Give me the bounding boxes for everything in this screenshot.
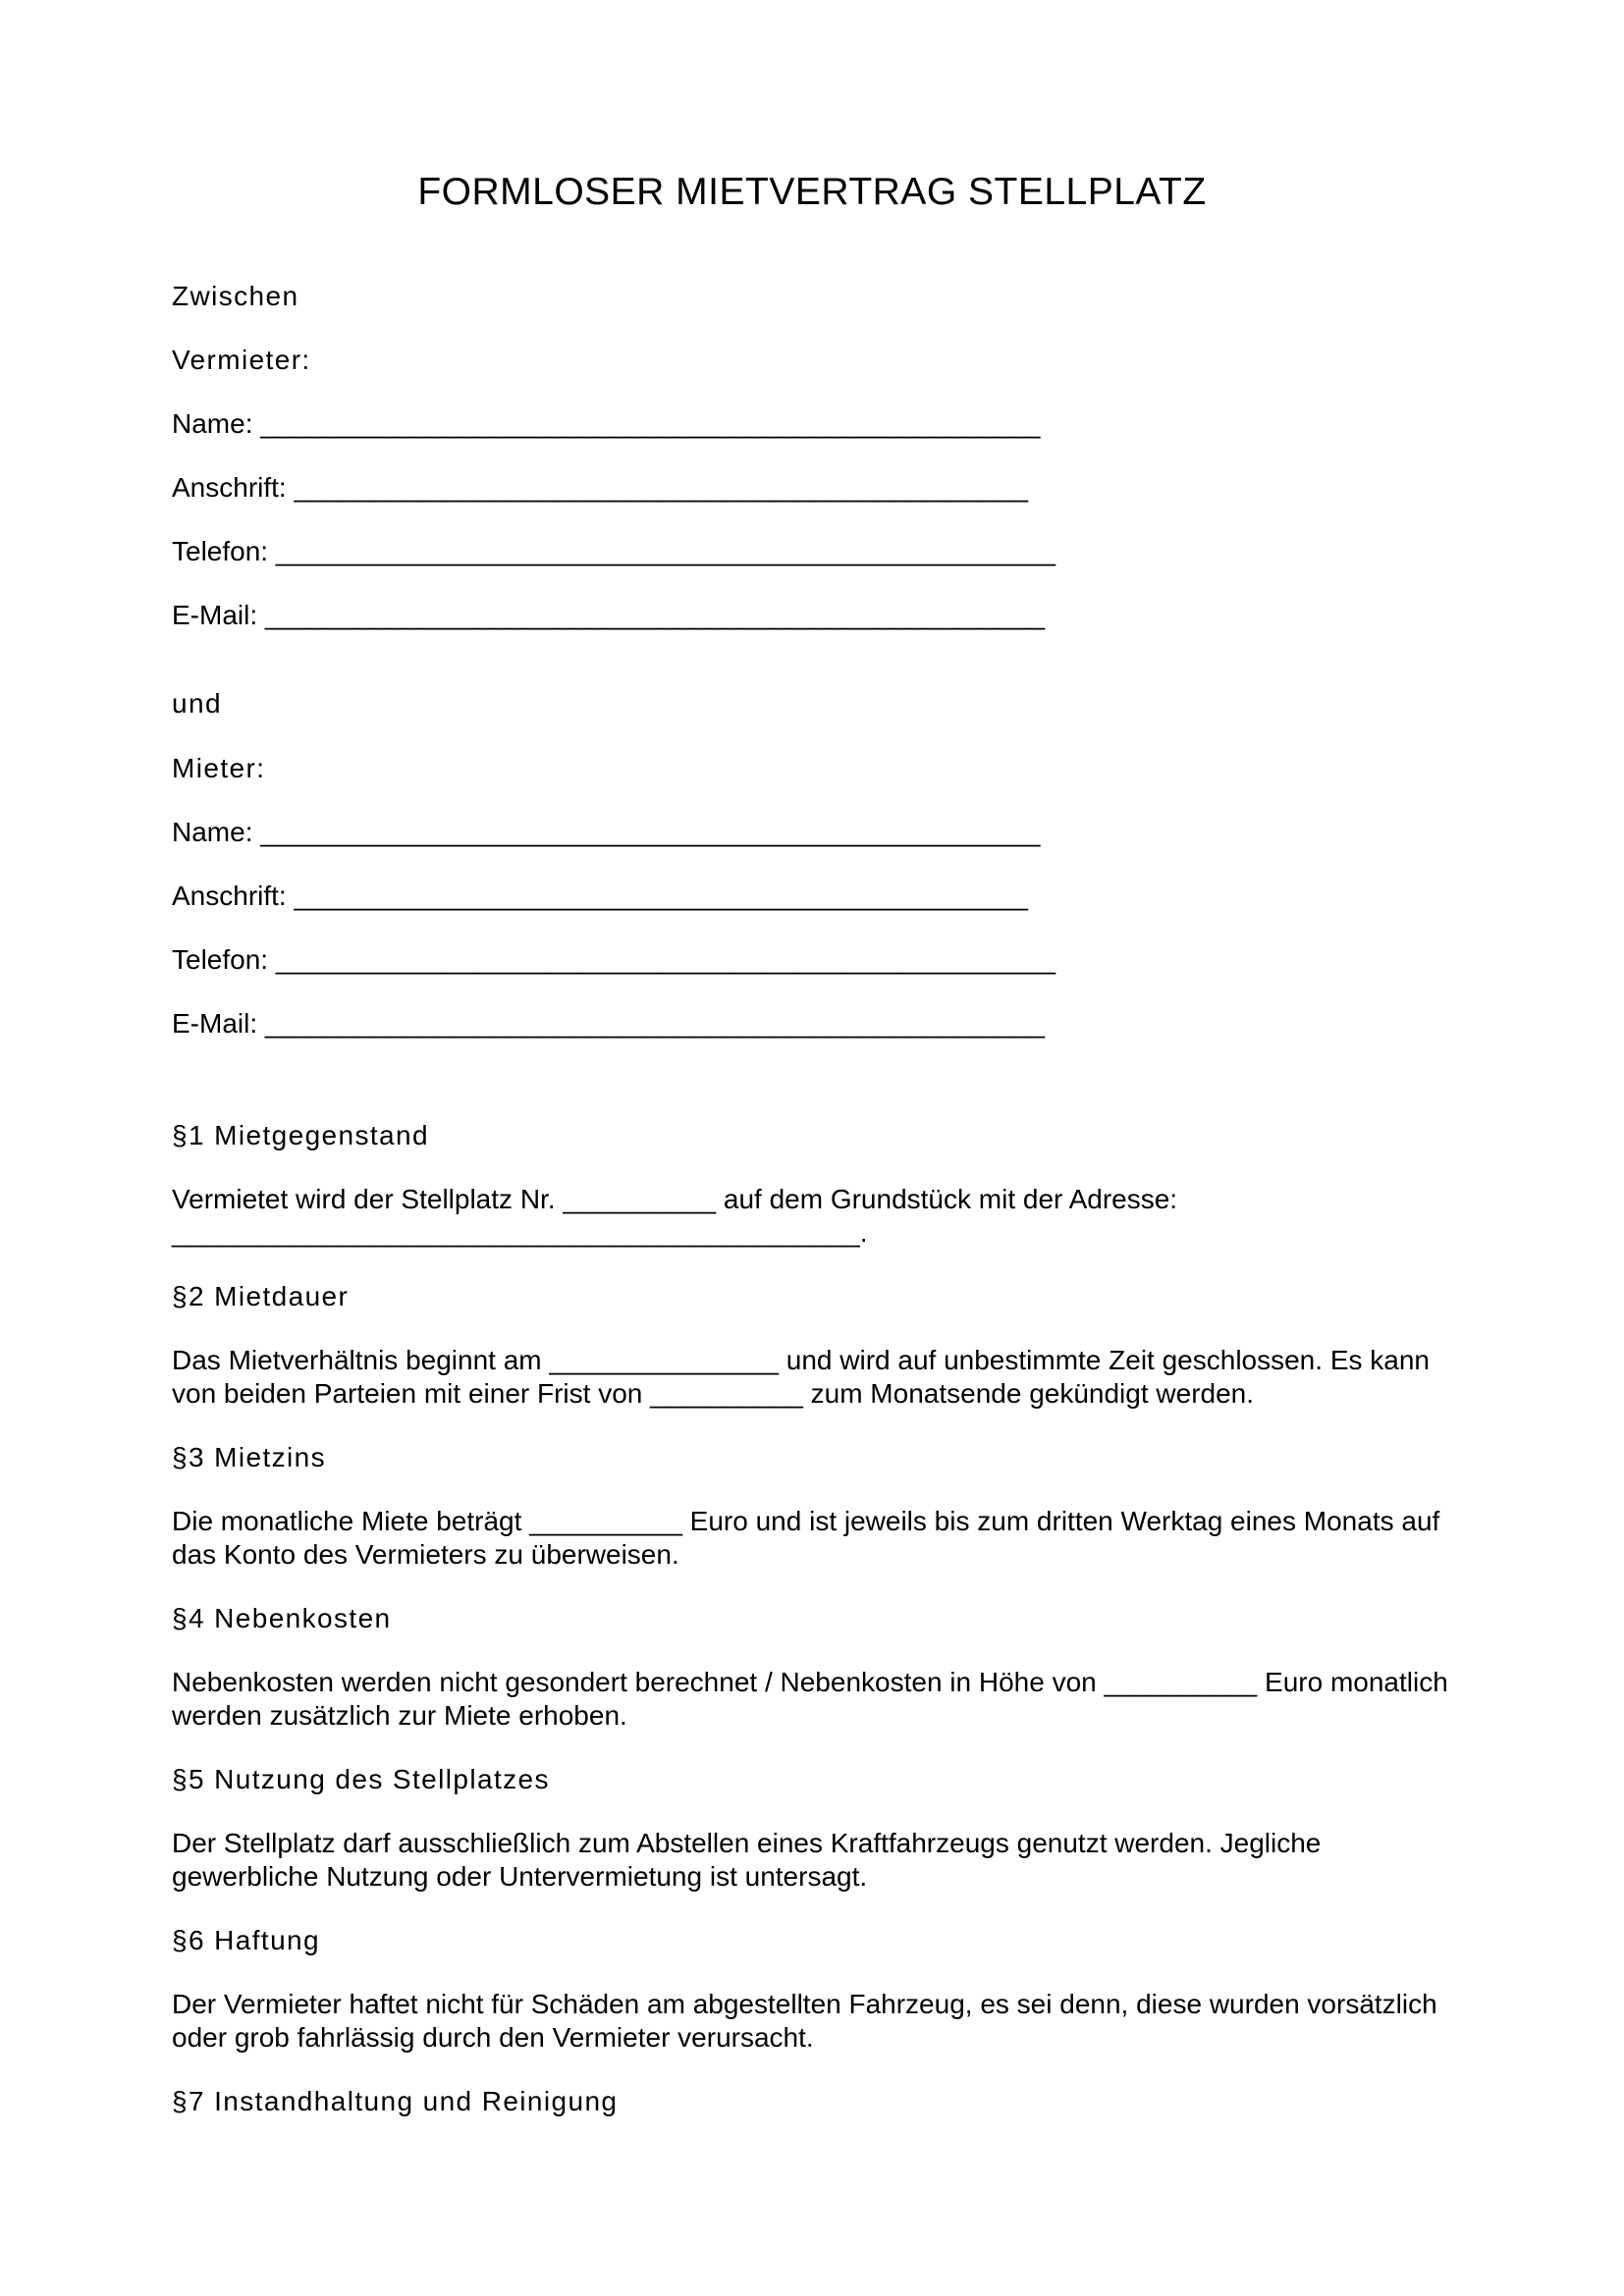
section-5-heading: §5 Nutzung des Stellplatzes bbox=[172, 1764, 550, 1794]
tenant-name-field[interactable]: Name: ___________________________________________________ bbox=[172, 817, 1041, 847]
section-2-line-1[interactable]: Das Mietverhältnis beginnt am _______________ und wird auf unbestimmte Zeit geschlossen. Es kann bbox=[172, 1345, 1430, 1375]
section-4-line-1[interactable]: Nebenkosten werden nicht gesondert berechnet / Nebenkosten in Höhe von __________ Euro monatlich bbox=[172, 1667, 1448, 1697]
landlord-address-field[interactable]: Anschrift: ________________________________________________ bbox=[172, 472, 1028, 503]
landlord-phone-field[interactable]: Telefon: ___________________________________________________ bbox=[172, 536, 1056, 566]
section-1-text bbox=[172, 1183, 1468, 1250]
section-6-line-1: Der Vermieter haftet nicht für Schäden am abgestellten Fahrzeug, es sei denn, diese wurden vorsätzlich bbox=[172, 1989, 1437, 2019]
section-4-line-2: werden zusätzlich zur Miete erhoben. bbox=[172, 1700, 627, 1731]
section-3-line-2: das Konto des Vermieters zu überweisen. bbox=[172, 1539, 679, 1570]
landlord-heading: Vermieter: bbox=[172, 345, 311, 375]
intro-text: Zwischen bbox=[172, 281, 299, 311]
section-3-text bbox=[172, 1505, 1468, 1572]
section-4-text bbox=[172, 1666, 1468, 1733]
section-3-line-1[interactable]: Die monatliche Miete beträgt __________ Euro und ist jeweils bis zum dritten Werktag eines Monats auf bbox=[172, 1506, 1440, 1536]
section-6-line-2: oder grob fahrlässig durch den Vermieter verursacht. bbox=[172, 2022, 814, 2053]
section-7-heading: §7 Instandhaltung und Reinigung bbox=[172, 2086, 619, 2116]
section-5-line-1: Der Stellplatz darf ausschließlich zum Abstellen eines Kraftfahrzeugs genutzt werden. Jegliche bbox=[172, 1828, 1322, 1858]
tenant-email-field[interactable]: E-Mail: ___________________________________________________ bbox=[172, 1008, 1046, 1039]
tenant-phone-field[interactable]: Telefon: ___________________________________________________ bbox=[172, 944, 1056, 975]
section-6-text bbox=[172, 1988, 1468, 2055]
section-2-line-2[interactable]: von beiden Parteien mit einer Frist von __________ zum Monatsende gekündigt werden. bbox=[172, 1378, 1255, 1409]
section-2-text bbox=[172, 1344, 1468, 1411]
landlord-name-field[interactable]: Name: ___________________________________________________ bbox=[172, 408, 1041, 439]
section-3-heading: §3 Mietzins bbox=[172, 1442, 327, 1472]
section-5-text bbox=[172, 1827, 1468, 1894]
section-4-heading: §4 Nebenkosten bbox=[172, 1603, 392, 1633]
section-1-line-1[interactable]: Vermietet wird der Stellplatz Nr. __________ auf dem Grundstück mit der Adresse: bbox=[172, 1184, 1178, 1214]
section-2-heading: §2 Mietdauer bbox=[172, 1281, 350, 1311]
tenant-heading: Mieter: bbox=[172, 753, 266, 783]
section-1-line-2[interactable]: _____________________________________________. bbox=[172, 1217, 868, 1248]
section-6-heading: §6 Haftung bbox=[172, 1925, 320, 1955]
document-title: FORMLOSER MIETVERTRAG STELLPLATZ bbox=[417, 171, 1207, 213]
conjunction-text: und bbox=[172, 688, 222, 719]
tenant-address-field[interactable]: Anschrift: ________________________________________________ bbox=[172, 881, 1028, 911]
section-1-heading: §1 Mietgegenstand bbox=[172, 1120, 429, 1150]
landlord-email-field[interactable]: E-Mail: ___________________________________________________ bbox=[172, 600, 1046, 630]
section-5-line-2: gewerbliche Nutzung oder Untervermietung ist untersagt. bbox=[172, 1861, 868, 1892]
